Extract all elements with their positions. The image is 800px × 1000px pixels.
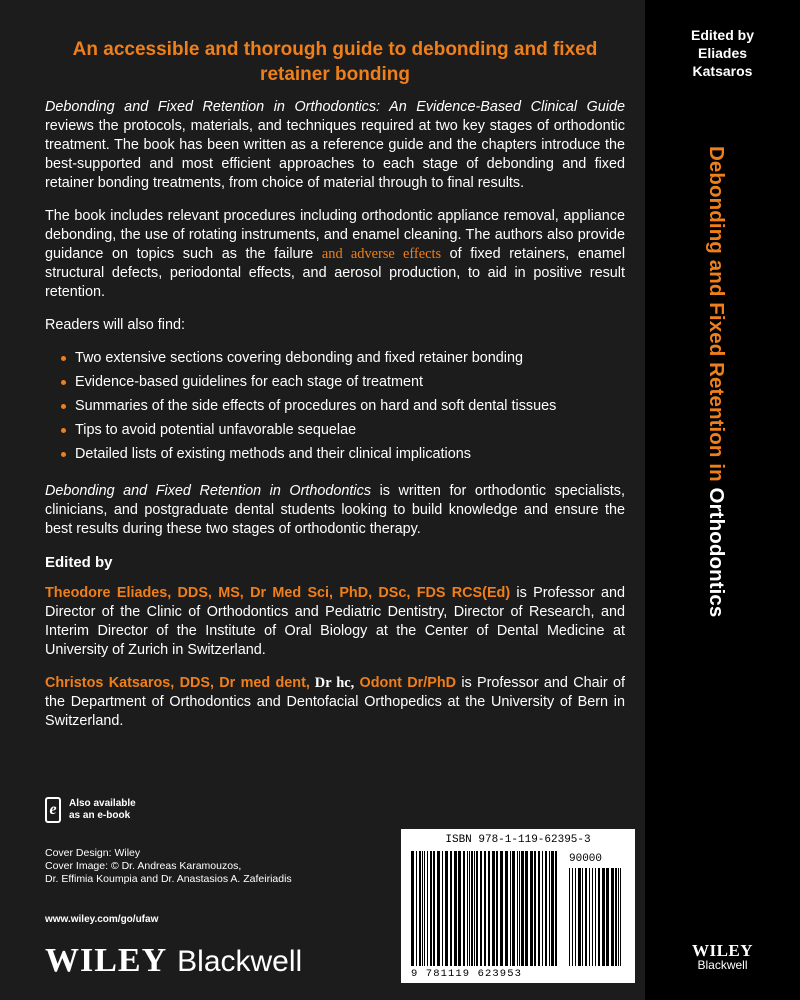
readers-intro: Readers will also find:: [45, 317, 185, 333]
barcode-bar: [606, 868, 609, 966]
ebook-availability: [45, 797, 149, 823]
barcode-bar: [484, 851, 486, 966]
barcode-bar: [572, 868, 573, 966]
barcode-bar: [419, 851, 421, 966]
barcode-bar: [445, 851, 448, 966]
barcode-bar: [492, 851, 495, 966]
list-item-text: Detailed lists of existing methods and their clinical implications: [75, 446, 471, 462]
list-item: [61, 445, 625, 464]
spine-edited-by: Edited by: [690, 27, 754, 43]
spine-publisher-logo: [645, 943, 800, 972]
barcode-bar: [458, 851, 461, 966]
barcode-bar: [569, 868, 570, 966]
book-title-italic: Debonding and Fixed Retention in Orthodontics: An Evidence-Based Clinical Guide: [45, 99, 625, 115]
list-item: [61, 421, 625, 440]
bullet-icon: [61, 356, 66, 361]
list-item: [61, 397, 625, 416]
editor-bio-text: is Professor and Director of the Clinic of Orthodontics and Pediatric Dentistry, Director of Research, and Interim Director of the Institute of Oral Biology at the Center of Dental Medicine at University of Zurich in Switzerland.: [45, 585, 626, 658]
spine-editors: [645, 26, 800, 80]
intro-text: reviews the protocols, materials, and techniques required at two key stages of orthodontic treatment. The book has been written as a reference guide and the chapters introduce the best-supported and most efficient approaches to each stage of debonding and fixed retainer bonding treatments, from choice of material through to final results.: [45, 118, 625, 191]
spine-title-text: [704, 146, 728, 886]
feature-list: [45, 349, 625, 464]
bullet-icon: [61, 428, 66, 433]
spine-title-orange: Debonding and Fixed Retention in: [705, 146, 728, 488]
barcode-bar: [474, 851, 475, 966]
list-item-text: Tips to avoid potential unfavorable sequelae: [75, 422, 357, 438]
list-item: [61, 373, 625, 392]
credit-line: Cover Design: Wiley: [45, 847, 141, 859]
ebook-icon: e: [45, 797, 61, 823]
barcode-bar: [500, 851, 503, 966]
procedures-paragraph: [45, 207, 625, 302]
publisher-logo: [45, 942, 302, 980]
barcode-bar: [589, 868, 590, 966]
procedures-text-2: of fixed retainers, enamel structural defects, periodontal effects, and aerosol production, to aid in positive result retention.: [45, 246, 626, 300]
closing-title-italic: Debonding and Fixed Retention in Orthodontics: [45, 483, 372, 499]
barcode-bar: [467, 851, 468, 966]
price-code: 90000: [569, 853, 603, 865]
price-barcode-bars: [569, 868, 625, 966]
spine-wiley-wordmark: WILEY: [691, 941, 754, 960]
headline: An accessible and thorough guide to debonding and fixed retainer bonding: [72, 39, 598, 85]
barcode-bar: [510, 851, 511, 966]
barcode-bar: [545, 851, 547, 966]
barcode-bar: [454, 851, 457, 966]
spine-editor-name: Eliades: [697, 45, 748, 61]
list-item: [61, 349, 625, 368]
editor-name: Odont Dr/PhD: [354, 675, 456, 691]
barcode-bar: [549, 851, 550, 966]
spine-blackwell-wordmark: Blackwell: [697, 958, 748, 972]
spine-editor-name: Katsaros: [692, 63, 753, 79]
editor-name-serif: Dr hc,: [309, 675, 355, 691]
barcode-bar: [505, 851, 508, 966]
list-item-text: Evidence-based guidelines for each stage of treatment: [75, 374, 423, 390]
editor-bio-katsaros: [45, 674, 625, 731]
barcode-bar: [512, 851, 515, 966]
blackwell-wordmark: Blackwell: [177, 945, 303, 978]
barcode-bar: [471, 851, 473, 966]
barcode-bar: [521, 851, 524, 966]
website-link[interactable]: www.wiley.com/go/ufaw: [45, 914, 159, 925]
list-item-text: Summaries of the side effects of procedures on hard and soft dental tissues: [75, 398, 557, 414]
barcode-bar: [555, 851, 557, 966]
barcode-bar: [442, 851, 443, 966]
closing-text: is written for orthodontic specialists, clinicians, and postgraduate dental students looking to build knowledge and ensure the best results during these two stages of orthodontic therapy.: [45, 483, 625, 537]
barcode-bar: [437, 851, 440, 966]
barcode-bar: [411, 851, 414, 966]
description: [45, 98, 625, 745]
edited-by-heading: Edited by: [45, 554, 113, 571]
intro-paragraph: [45, 98, 625, 193]
barcode-bars: [411, 851, 561, 966]
barcode-bar: [427, 851, 428, 966]
barcode-bar: [530, 851, 533, 966]
barcode-bar: [582, 868, 583, 966]
cover-credits: [45, 847, 292, 886]
closing-paragraph: [45, 482, 625, 539]
barcode-bar: [476, 851, 478, 966]
barcode-bar: [469, 851, 470, 966]
barcode-bar: [433, 851, 435, 966]
credit-line: Cover Image: © Dr. Andreas Karamouzos,: [45, 860, 242, 872]
barcode-bar: [620, 868, 621, 966]
barcode-bar: [615, 868, 617, 966]
spine-title: [704, 146, 728, 886]
barcode-digits: 9 781119 623953: [411, 968, 523, 980]
procedures-text-1: The book includes relevant procedures including orthodontic appliance removal, appliance debonding, the use of rotating instruments, and enamel cleaning. The authors also provide guidance on topics such as the failure: [45, 208, 625, 262]
ebook-label-line: Also available: [69, 798, 136, 809]
barcode-bar: [463, 851, 465, 966]
barcode-bar: [542, 851, 543, 966]
barcode-bar: [424, 851, 425, 966]
editor-name: Theodore Eliades, DDS, MS, Dr Med Sci, PhD, DSc, FDS RCS(Ed): [45, 585, 511, 601]
barcode-bar: [575, 868, 576, 966]
barcode-bar: [416, 851, 417, 966]
ebook-label-line: as an e-book: [69, 810, 131, 821]
barcode-bar: [585, 868, 587, 966]
spine-title-white: Orthodontics: [705, 487, 728, 618]
barcode-bar: [519, 851, 520, 966]
barcode-bar: [488, 851, 490, 966]
barcode-bar: [450, 851, 452, 966]
barcode-bar: [611, 868, 614, 966]
barcode-bar: [525, 851, 528, 966]
editor-bio-eliades: [45, 584, 625, 660]
bullet-icon: [61, 380, 66, 385]
credit-line: Dr. Effimia Koumpia and Dr. Anastasios A. Zafeiriadis: [45, 873, 292, 885]
barcode-bar: [592, 868, 593, 966]
barcode-bar: [480, 851, 482, 966]
list-item-text: Two extensive sections covering debonding and fixed retainer bonding: [75, 350, 523, 366]
barcode-bar: [496, 851, 498, 966]
barcode-bar: [578, 868, 581, 966]
barcode-bar: [534, 851, 536, 966]
bullet-icon: [61, 452, 66, 457]
barcode-bar: [422, 851, 423, 966]
ebook-label: [69, 798, 149, 822]
editor-name: Christos Katsaros, DDS, Dr med dent,: [45, 675, 310, 691]
barcode-bar: [618, 868, 619, 966]
isbn-barcode: [401, 829, 635, 983]
wiley-wordmark: WILEY: [45, 942, 168, 979]
editor-bio-text: is Professor and Chair of the Department of Orthodontics and Dentofacial Orthopedics at the University of Bern in Switzerland.: [45, 675, 625, 729]
barcode-bar: [602, 868, 605, 966]
bullet-icon: [61, 404, 66, 409]
barcode-bar: [598, 868, 600, 966]
barcode-bar: [517, 851, 518, 966]
procedures-text-serif: and adverse effects: [321, 246, 442, 262]
isbn-number: ISBN 978-1-119-62395-3: [445, 834, 591, 846]
barcode-bar: [538, 851, 540, 966]
barcode-bar: [551, 851, 554, 966]
barcode-bar: [595, 868, 596, 966]
barcode-bar: [430, 851, 432, 966]
